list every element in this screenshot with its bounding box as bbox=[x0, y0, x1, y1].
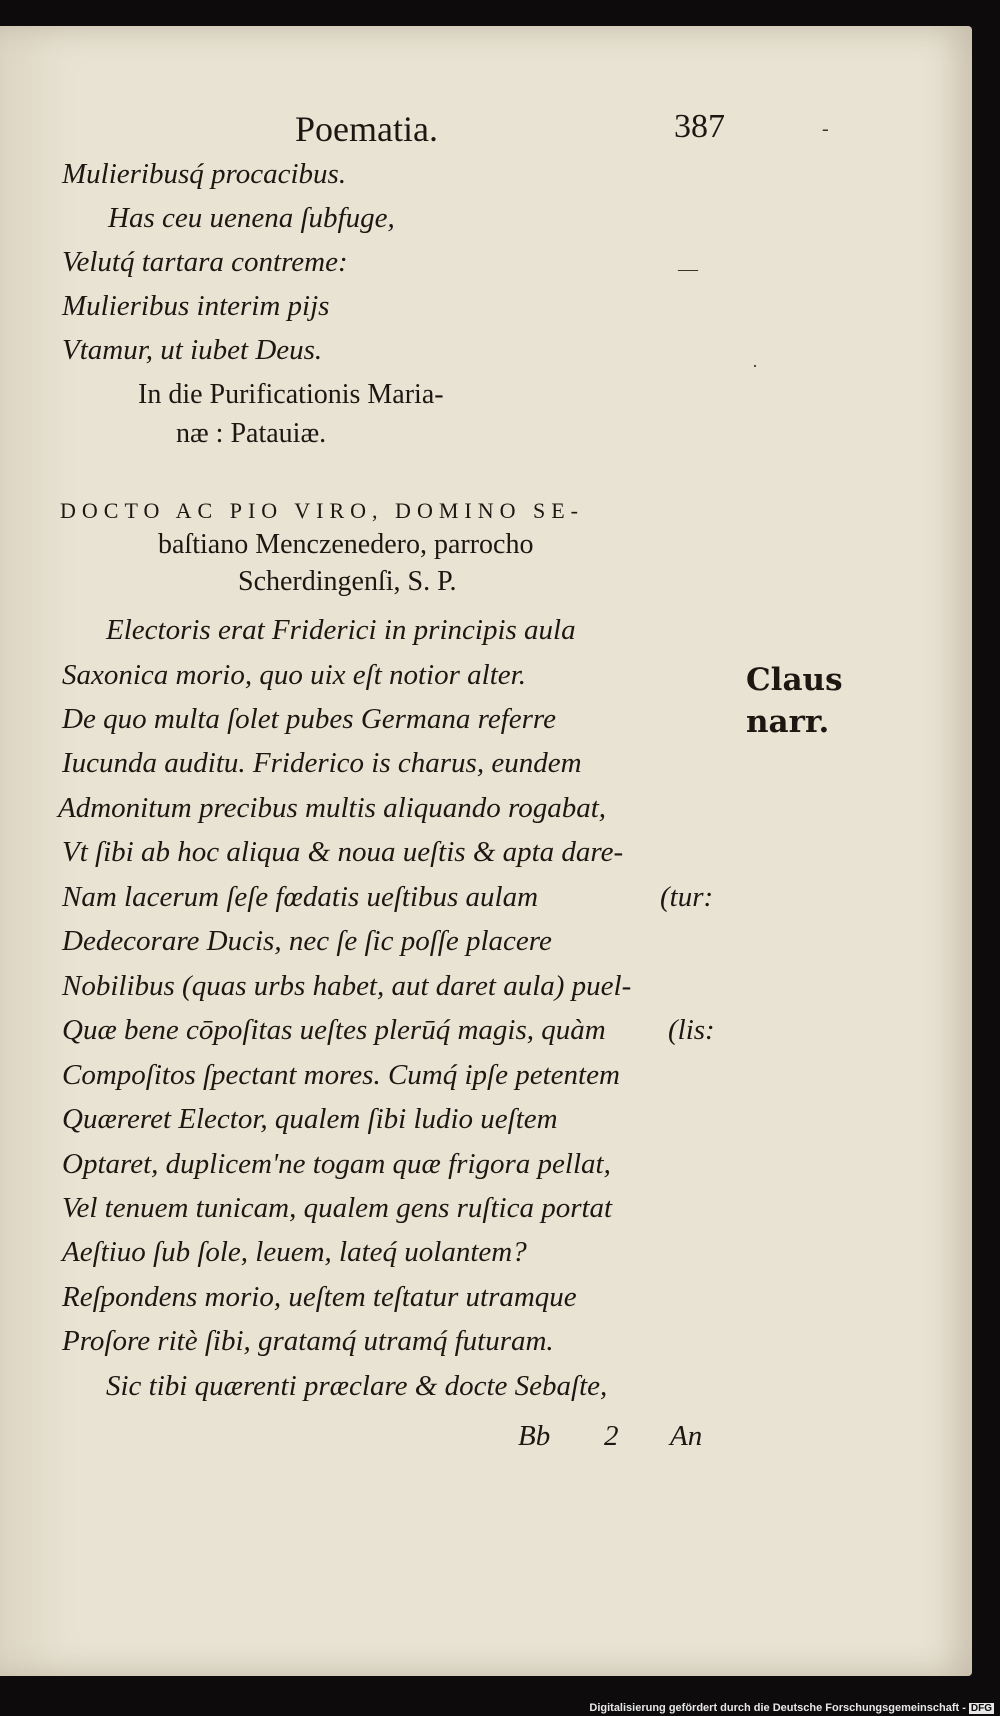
poem-line: Sic tibi quærenti præclare & docte Sebaſte, bbox=[106, 1370, 608, 1402]
turnover-word: (tur: bbox=[660, 881, 714, 913]
signature-mark: Bb bbox=[518, 1420, 551, 1452]
poem-line: Vt ſibi ab hoc aliqua & noua ueſtis & apta dare- bbox=[62, 836, 624, 868]
funding-footer bbox=[589, 1702, 994, 1714]
poem-title: In die Purificationis Maria- bbox=[138, 379, 444, 410]
poem-line: Quæ bene cōpoſitas ueſtes plerūq́ magis, quàm bbox=[62, 1014, 606, 1046]
catchword: An bbox=[670, 1420, 703, 1452]
marginal-note: narr. bbox=[746, 704, 830, 740]
poem-line: Admonitum precibus multis aliquando rogabat, bbox=[58, 792, 607, 824]
page-number: 387 bbox=[674, 108, 725, 145]
running-title: Poematia. bbox=[295, 109, 438, 149]
poem-line: Proſore ritè ſibi, gratamq́ utramq́ futuram. bbox=[62, 1325, 554, 1357]
poem-line: Nobilibus (quas urbs habet, aut daret aula) puel- bbox=[62, 970, 632, 1002]
poem-line: Compoſitos ſpectant mores. Cumq́ ipſe petentem bbox=[62, 1059, 620, 1091]
turnover-word: (lis: bbox=[668, 1014, 715, 1046]
poem-line: De quo multa ſolet pubes Germana referre bbox=[62, 703, 556, 735]
book-page bbox=[0, 26, 972, 1676]
poem-line: Reſpondens morio, ueſtem teſtatur utramque bbox=[62, 1281, 577, 1313]
poem-line: Vel tenuem tunicam, qualem gens ruſtica portat bbox=[62, 1192, 613, 1224]
poem-line: Electoris erat Friderici in principis aula bbox=[106, 614, 576, 646]
poem-line: Saxonica morio, quo uix eſt notior alter. bbox=[62, 659, 526, 691]
poem-title: næ : Patauiæ. bbox=[176, 418, 327, 449]
verse-line: Mulieribus interim pijs bbox=[62, 290, 330, 322]
marginal-note: Claus bbox=[746, 662, 843, 698]
footer-text: Digitalisierung gefördert durch die Deutsche Forschungsgemeinschaft - bbox=[589, 1702, 966, 1714]
verse-line: Velutq́ tartara contreme: bbox=[62, 246, 348, 278]
dedication-caps: DOCTO AC PIO VIRO, DOMINO SE- bbox=[60, 498, 584, 523]
poem-line: Iucunda auditu. Friderico is charus, eundem bbox=[62, 747, 582, 779]
poem-line: Dedecorare Ducis, nec ſe ſic poſſe placere bbox=[62, 925, 552, 957]
poem-line: Quæreret Elector, qualem ſibi ludio ueſtem bbox=[62, 1103, 558, 1135]
poem-line: Optaret, duplicem'ne togam quæ frigora pellat, bbox=[62, 1148, 611, 1180]
verse-line: Has ceu uenena ſubfuge, bbox=[108, 202, 395, 234]
dedication-line: baſtiano Menczenedero, parrocho bbox=[158, 529, 534, 560]
verse-line: Vtamur, ut iubet Deus. bbox=[62, 334, 323, 366]
margin-speck: · bbox=[752, 356, 758, 376]
margin-speck: - bbox=[822, 118, 829, 140]
margin-speck: — bbox=[678, 258, 698, 280]
poem-line: Aeſtiuo ſub ſole, leuem, lateq́ uolantem? bbox=[62, 1236, 527, 1268]
verse-line: Mulieribusq́ procacibus. bbox=[62, 158, 347, 190]
dfg-logo-icon: DFG bbox=[970, 1703, 992, 1714]
dedication-line: Scherdingenſi, S. P. bbox=[238, 566, 457, 597]
signature-number: 2 bbox=[604, 1420, 619, 1452]
poem-line: Nam lacerum ſeſe fœdatis ueſtibus aulam bbox=[62, 881, 539, 913]
